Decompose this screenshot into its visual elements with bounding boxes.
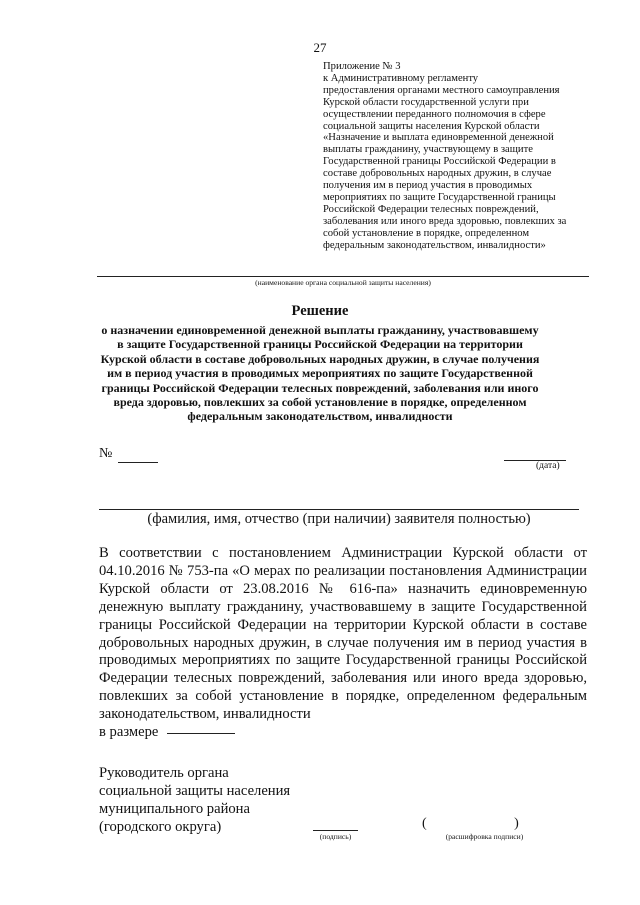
applicant-name-line [99, 509, 579, 510]
applicant-name-caption: (фамилия, имя, отчество (при наличии) заявителя полностью) [147, 511, 531, 527]
org-name-line [97, 276, 589, 277]
org-name-caption: (наименование органа социальной защиты населения) [255, 278, 431, 287]
decision-number-label: № [99, 446, 113, 461]
decision-body-text: В соответствии с постановлением Администрации Курской области от 04.10.2016 № 753-па «О мерах по реализации постановления Администрации Курской области от 23.08.2016 № 616-па» назначить единовременную денежную выплату гражданину, участвовавшему в защите Государственной границы Российской Федерации на территории Курской области в составе добровольных народных дружин, в случае получения им в период участия в проводимых мероприятиях по защите Государственной границы Российской Федерации телесных повреждений, заболевания или иного вреда здоровью, повлекших за собой установление в порядке, определенном федеральным законодательством, инвалидности в размере [99, 545, 587, 741]
decision-number-line [118, 462, 158, 463]
date-caption: (дата) [536, 461, 560, 471]
amount-blank-line [167, 733, 235, 734]
appendix-header: Приложение № 3 к Административному регламенту предоставления органами местного самоуправления Курской области государственной услуги при осуществлении переданного полномочия в сфере социальной защиты населения Курской области «Назначение и выплата единовременной денежной выплаты гражданину, участвующему в защите Государственной границы Российской Федерации в составе добровольных народных дружин, в случае получения им в период участия в проводимых мероприятиях по защите Государственной границы Российской Федерации телесных повреждений, заболевания или иного вреда здоровью, повлекших за собой установление в порядке, определенном федеральным законодательством, инвалидности» [323, 61, 567, 251]
signature-decode-brackets: ( ) [422, 816, 519, 831]
decision-subtitle: о назначении единовременной денежной выплаты гражданину, участвовавшему в защите Государственной границы Российской Федерации на территории Курской области в составе добровольных народных дружин, в случае получения им в период участия в проводимых мероприятиях по защите Государственной границы Российской Федерации телесных повреждений, заболевания или иного вреда здоровью, повлекших за собой установление в порядке, определенном федеральным законодательством, инвалидности [100, 323, 540, 424]
signature-caption: (подпись) [319, 832, 352, 841]
page-number: 27 [313, 40, 327, 55]
signature-line [313, 830, 358, 831]
decision-title: Решение [291, 303, 349, 319]
signature-decode-caption: (расшифровка подписи) [445, 832, 524, 841]
signatory-title: Руководитель органа социальной защиты населения муниципального района (городского округа) [99, 765, 291, 835]
